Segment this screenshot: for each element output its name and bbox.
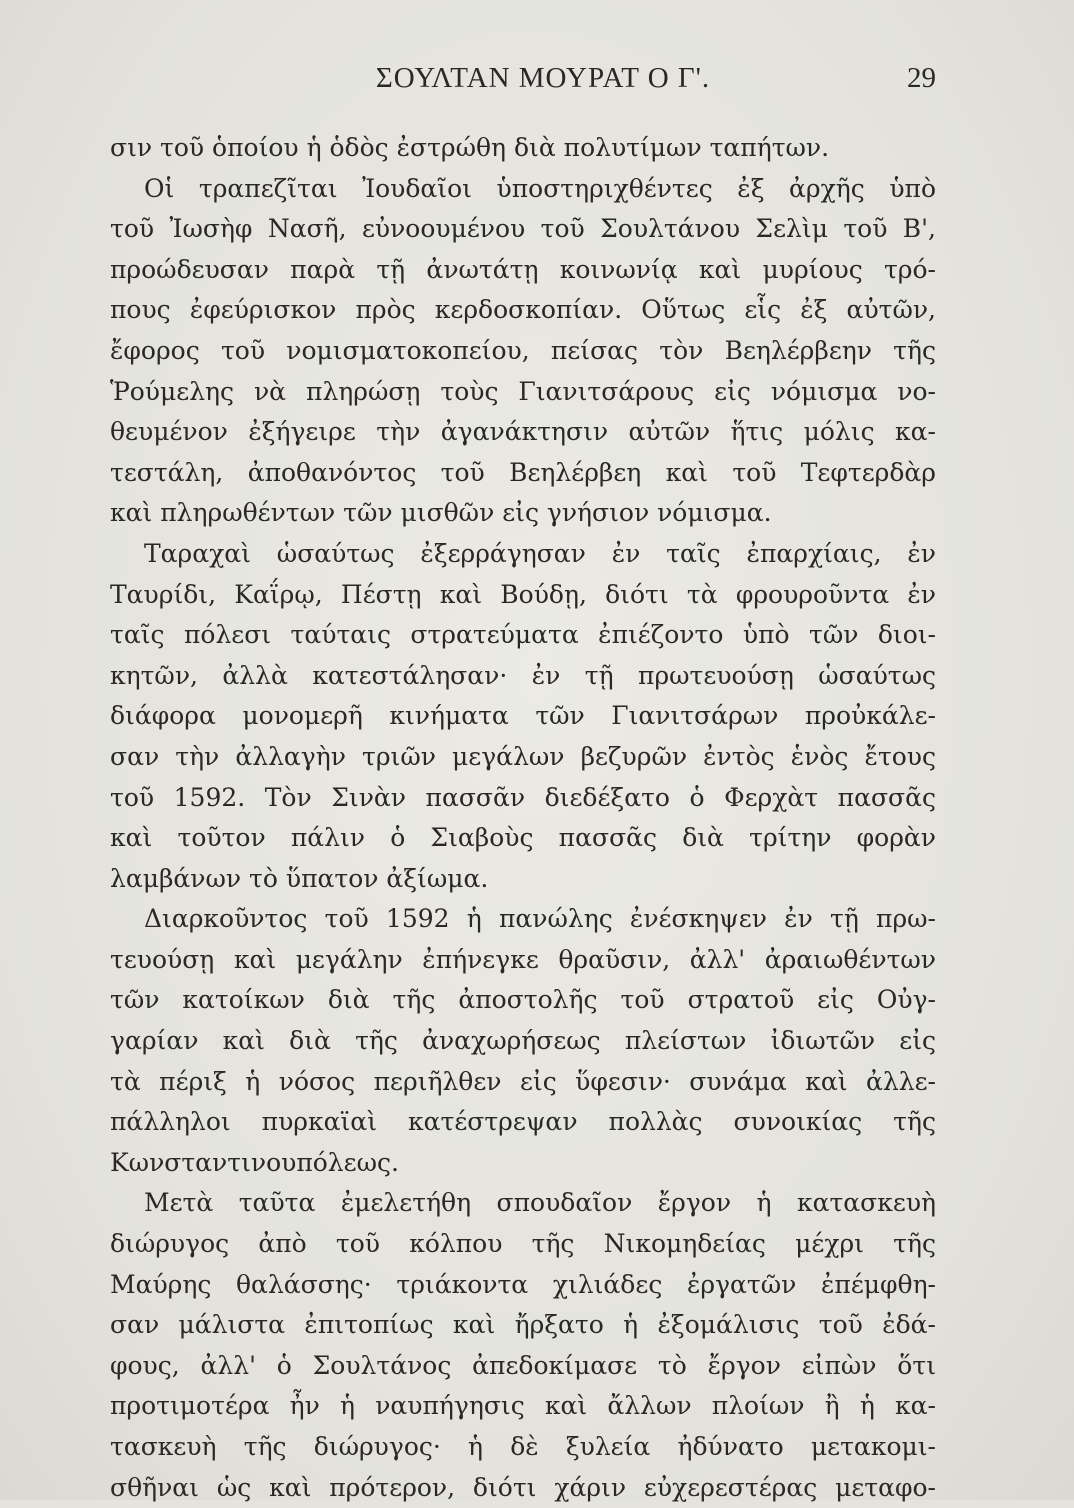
text-line: Ταυρίδι, Καΐρῳ, Πέστῃ καὶ Βούδῃ, διότι τὰ φρουροῦντα ἐν <box>110 579 936 609</box>
text-line: φους, ἀλλ' ὁ Σουλτάνος ἀπεδοκίμασε τὸ ἔργον εἰπὼν ὅτι <box>110 1350 936 1380</box>
text-line: γαρίαν καὶ διὰ τῆς ἀναχωρήσεως πλείστων ἰδιωτῶν εἰς <box>110 1026 936 1056</box>
text-line: τοῦ Ἰωσὴφ Νασῆ, εὐνοουμένου τοῦ Σουλτάνου Σελὶμ τοῦ Β', <box>110 214 936 244</box>
text-line: καὶ πληρωθέντων τῶν μισθῶν εἰς γνήσιον νόμισμα. <box>110 498 772 528</box>
text-line: προώδευσαν παρὰ τῇ ἀνωτάτῃ κοινωνίᾳ καὶ μυρίους τρό- <box>110 254 936 284</box>
text-line: Κωνσταντινουπόλεως. <box>110 1147 399 1177</box>
text-line: Μετὰ ταῦτα ἐμελετήθη σπουδαῖον ἔργον ἡ κατασκευὴ <box>144 1188 936 1218</box>
paragraph <box>110 128 936 169</box>
text-line: σθῆναι ὡς καὶ πρότερον, διότι χάριν εὐχερεστέρας μεταφο- <box>110 1472 936 1502</box>
text-line: σαν τὴν ἀλλαγὴν τριῶν μεγάλων βεζυρῶν ἐντὸς ἑνὸς ἔτους <box>110 741 936 771</box>
text-line: τὰ πέριξ ἡ νόσος περιῆλθεν εἰς ὕφεσιν· συνάμα καὶ ἀλλε- <box>110 1066 936 1096</box>
text-line: ἔφορος τοῦ νομισματοκοπείου, πείσας τὸν Βεηλέρβεην τῆς <box>110 335 936 365</box>
text-line: τεστάλη, ἀποθανόντος τοῦ Βεηλέρβεη καὶ τοῦ Τεφτερδὰρ <box>110 457 936 487</box>
paragraph <box>110 169 936 534</box>
text-line: διώρυγος ἀπὸ τοῦ κόλπου τῆς Νικομηδείας μέχρι τῆς <box>110 1229 936 1259</box>
paragraph <box>110 1183 936 1508</box>
text-line: τῶν κατοίκων διὰ τῆς ἀποστολῆς τοῦ στρατοῦ εἰς Οὐγ- <box>110 985 936 1015</box>
text-line: θευμένον ἐξήγειρε τὴν ἀγανάκτησιν αὐτῶν ἥτις μόλις κα- <box>110 417 936 447</box>
body-text <box>110 128 936 1508</box>
text-line: ταῖς πόλεσι ταύταις στρατεύματα ἐπιέζοντο ὑπὸ τῶν διοι- <box>110 620 936 650</box>
text-line: λαμβάνων τὸ ὕπατον ἀξίωμα. <box>110 863 489 893</box>
text-line: καὶ τοῦτον πάλιν ὁ Σιαβοὺς πασσᾶς διὰ τρίτην φορὰν <box>110 823 936 853</box>
paragraph <box>110 899 936 1183</box>
text-line: Μαύρης θαλάσσης· τριάκοντα χιλιάδες ἐργατῶν ἐπέμφθη- <box>110 1269 936 1299</box>
text-line: πους ἐφεύρισκον πρὸς κερδοσκοπίαν. Οὕτως εἷς ἐξ αὐτῶν, <box>110 295 936 325</box>
text-line: τευούσῃ καὶ μεγάλην ἐπήνεγκε θραῦσιν, ἀλλ' ἀραιωθέντων <box>110 944 936 974</box>
text-line: τοῦ 1592. Τὸν Σινὰν πασσᾶν διεδέξατο ὁ Φερχὰτ πασσᾶς <box>110 782 936 812</box>
text-line: πάλληλοι πυρκαϊαὶ κατέστρεψαν πολλὰς συνοικίας τῆς <box>110 1107 936 1137</box>
running-title: ΣΟΥΛΤΑΝ ΜΟΥΡΑΤ Ο Γ'. <box>375 62 711 94</box>
text-line: τασκευὴ τῆς διώρυγος· ἡ δὲ ξυλεία ἠδύνατο μετακομι- <box>110 1432 936 1461</box>
text-line: Οἱ τραπεζῖται Ἰουδαῖοι ὑποστηριχθέντες ἐξ ἀρχῆς ὑπὸ <box>144 173 936 203</box>
text-line: κητῶν, ἀλλὰ κατεστάλησαν· ἐν τῇ πρωτευούσῃ ὡσαύτως <box>110 660 936 690</box>
page-number: 29 <box>907 62 936 94</box>
running-head <box>110 58 936 98</box>
text-line: Ῥούμελης νὰ πληρώσῃ τοὺς Γιανιτσάρους εἰς νόμισμα νο- <box>110 376 936 406</box>
text-line: διάφορα μονομερῆ κινήματα τῶν Γιανιτσάρων προὐκάλε- <box>110 701 936 731</box>
paragraph <box>110 534 936 899</box>
text-line: σιν τοῦ ὁποίου ἡ ὁδὸς ἐστρώθη διὰ πολυτίμων ταπήτων. <box>110 133 830 162</box>
text-line: σαν μάλιστα ἐπιτοπίως καὶ ἤρξατο ἡ ἐξομάλισις τοῦ ἐδά- <box>110 1310 936 1340</box>
text-line: προτιμοτέρα ἦν ἡ ναυπήγησις καὶ ἄλλων πλοίων ἢ ἡ κα- <box>110 1391 936 1421</box>
text-line: Διαρκοῦντος τοῦ 1592 ἡ πανώλης ἐνέσκηψεν ἐν τῇ πρω- <box>144 904 936 934</box>
text-line: Ταραχαὶ ὡσαύτως ἐξερράγησαν ἐν ταῖς ἐπαρχίαις, ἐν <box>144 538 936 568</box>
